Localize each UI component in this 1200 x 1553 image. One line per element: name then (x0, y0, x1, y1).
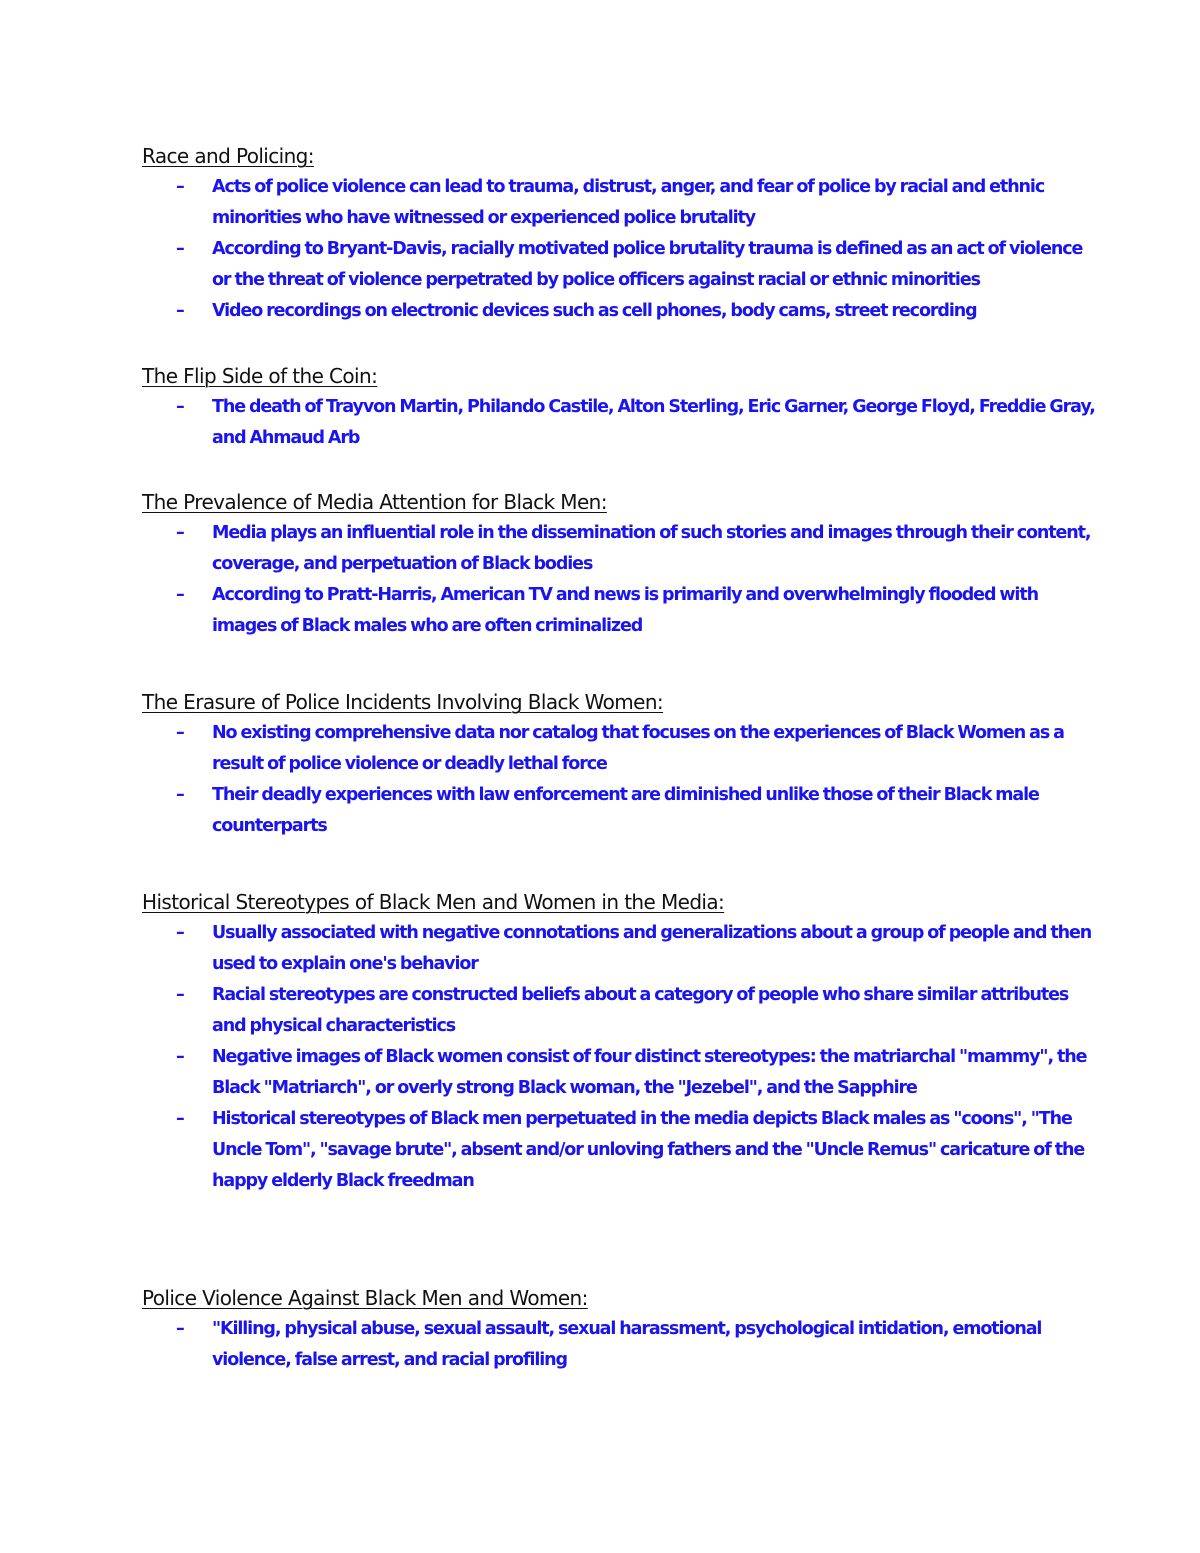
list-item (142, 1042, 1102, 1104)
list-item (142, 518, 1102, 580)
bullet-dash: – (176, 397, 184, 417)
list-item (142, 580, 1102, 642)
bullet-dash: – (176, 177, 184, 197)
bullet-dash: – (176, 239, 184, 259)
list-item (142, 296, 1102, 327)
list-item (142, 980, 1102, 1042)
bullet-dash: – (176, 985, 184, 1005)
list-item (142, 918, 1102, 980)
bullet-text: Usually associated with negative connotations and generalizations about a group of people and then used to explain one's behavior (212, 923, 1092, 974)
section-heading: The Flip Side of the Coin: (142, 364, 378, 388)
list-item (142, 1104, 1102, 1197)
bullet-list (142, 392, 1102, 454)
section-police-violence (142, 1284, 1102, 1376)
bullet-text: Acts of police violence can lead to trauma, distrust, anger, and fear of police by racial and ethnic minorities who have witnessed or experienced police brutality (212, 177, 1045, 228)
section-heading: Race and Policing: (142, 144, 314, 168)
bullet-dash: – (176, 1109, 184, 1129)
list-item (142, 1314, 1102, 1376)
bullet-list (142, 918, 1102, 1197)
bullet-dash: – (176, 1047, 184, 1067)
list-item (142, 718, 1102, 780)
bullet-text: No existing comprehensive data nor catalog that focuses on the experiences of Black Women as a result of police violence or deadly lethal force (212, 723, 1064, 774)
list-item (142, 392, 1102, 454)
bullet-text: According to Pratt-Harris, American TV and news is primarily and overwhelmingly flooded with images of Black males who are often criminalized (212, 585, 1038, 636)
section-heading: The Erasure of Police Incidents Involving Black Women: (142, 690, 664, 714)
bullet-dash: – (176, 1319, 184, 1339)
bullet-text: Racial stereotypes are constructed beliefs about a category of people who share similar attributes and physical characteristics (212, 985, 1069, 1036)
bullet-text: Video recordings on electronic devices such as cell phones, body cams, street recording (212, 301, 977, 321)
bullet-text: Their deadly experiences with law enforcement are diminished unlike those of their Black male counterparts (212, 785, 1039, 836)
bullet-dash: – (176, 301, 184, 321)
bullet-dash: – (176, 523, 184, 543)
section-historical-stereotypes (142, 888, 1102, 1197)
bullet-list (142, 718, 1102, 842)
bullet-text: Negative images of Black women consist of four distinct stereotypes: the matriarchal "mammy", the Black "Matriarch", or overly strong Black woman, the "Jezebel", and the Sapphire (212, 1047, 1087, 1098)
bullet-text: Media plays an influential role in the dissemination of such stories and images through their content, coverage, and perpetuation of Black bodies (212, 523, 1091, 574)
section-erasure-black-women (142, 688, 1102, 842)
bullet-list (142, 518, 1102, 642)
bullet-text: "Killing, physical abuse, sexual assault, sexual harassment, psychological intidation, emotional violence, false arrest, and racial profiling (212, 1319, 1042, 1370)
section-heading: The Prevalence of Media Attention for Black Men: (142, 490, 607, 514)
bullet-text: Historical stereotypes of Black men perpetuated in the media depicts Black males as "coons", "The Uncle Tom", "savage brute", absent and/or unloving fathers and the "Uncle Remus" caricature of the happy elderly Black freedman (212, 1109, 1085, 1191)
bullet-dash: – (176, 923, 184, 943)
list-item (142, 234, 1102, 296)
section-media-attention-black-men (142, 488, 1102, 642)
list-item (142, 780, 1102, 842)
section-heading: Police Violence Against Black Men and Women: (142, 1286, 588, 1310)
bullet-dash: – (176, 585, 184, 605)
bullet-dash: – (176, 723, 184, 743)
bullet-text: According to Bryant-Davis, racially motivated police brutality trauma is defined as an act of violence or the threat of violence perpetrated by police officers against racial or ethnic minorities (212, 239, 1083, 290)
section-flip-side-of-the-coin (142, 362, 1102, 454)
bullet-list (142, 172, 1102, 327)
bullet-text: The death of Trayvon Martin, Philando Castile, Alton Sterling, Eric Garner, George Floyd, Freddie Gray, and Ahmaud Arb (212, 397, 1095, 448)
section-race-and-policing (142, 142, 1102, 327)
bullet-list (142, 1314, 1102, 1376)
bullet-dash: – (176, 785, 184, 805)
section-heading: Historical Stereotypes of Black Men and Women in the Media: (142, 890, 725, 914)
list-item (142, 172, 1102, 234)
